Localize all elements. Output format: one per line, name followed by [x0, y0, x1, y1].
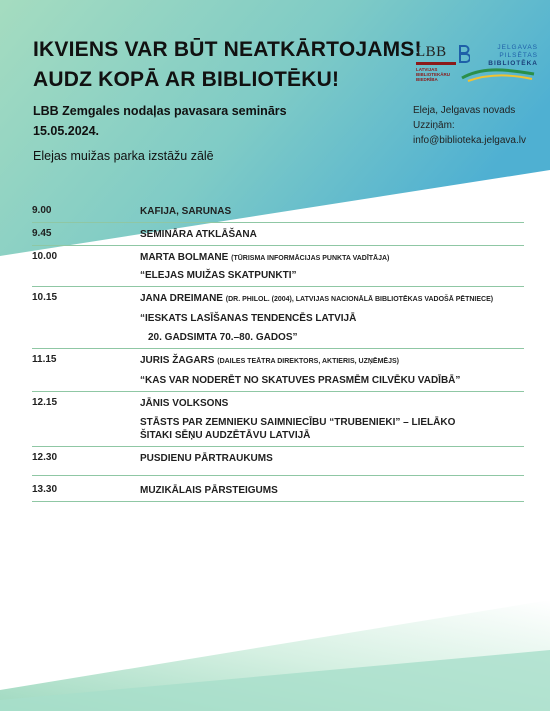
- program-row: [32, 447, 524, 476]
- lbb-logo-bar: [416, 62, 456, 65]
- seminar-title: LBB Zemgales nodaļas pavasara seminārs: [33, 104, 287, 118]
- headline-line-2: AUDZ KOPĀ AR BIBLIOTĒKU!: [33, 68, 340, 91]
- program-row: [32, 200, 524, 223]
- speaker-name: MARTA BOLMANE: [140, 252, 229, 263]
- program-title: MUZIKĀLAIS PĀRSTEIGUMS: [140, 485, 278, 496]
- jelgava-b-mark-icon: [458, 44, 470, 66]
- program-row: [32, 349, 524, 392]
- jelgava-wave-icon: [460, 68, 536, 82]
- program-time: 13.30: [32, 484, 58, 495]
- talk-title: “ELEJAS MUIŽAS SKATPUNKTI”: [140, 270, 297, 281]
- program-time: 10.15: [32, 292, 58, 303]
- speaker-name: JURIS ŽAGARS: [140, 355, 215, 366]
- contact-inquiry-label: Uzziņām:: [413, 120, 455, 131]
- talk-title-line-2: ŠITAKI SĒŅU AUDZĒTĀVU LATVIJĀ: [140, 430, 311, 441]
- lbb-logo-name-1: LATVIJAS: [416, 67, 438, 72]
- program-title: PUSDIENU PĀRTRAUKUMS: [140, 453, 273, 464]
- talk-title-line-1: “IESKATS LASĪŠANAS TENDENCĒS LATVIJĀ: [140, 313, 357, 324]
- speaker-role: (DAILES TEĀTRA DIREKTORS, AKTIERIS, UZŅĒMĒJS): [217, 358, 399, 365]
- jelgava-library-logo: [458, 44, 538, 84]
- speaker-role: (TŪRISMA INFORMĀCIJAS PUNKTA VADĪTĀJA): [231, 255, 390, 262]
- headline-line-1: IKVIENS VAR BŪT NEATKĀRTOJAMS!: [33, 38, 422, 61]
- program-row: [32, 476, 524, 502]
- jelgava-logo-line-3: BIBLIOTĒKA: [488, 60, 538, 67]
- lbb-logo-name-2: BIBLIOTEKĀRU: [416, 72, 450, 77]
- talk-title-line-2: 20. GADSIMTA 70.–80. GADOS”: [148, 332, 298, 343]
- program-row: [32, 392, 524, 447]
- program-row: [32, 223, 524, 246]
- event-date: 15.05.2024.: [33, 124, 100, 138]
- program-title: SEMINĀRA ATKLĀŠANA: [140, 229, 257, 240]
- program-time: 11.15: [32, 354, 57, 365]
- talk-title-line-1: STĀSTS PAR ZEMNIEKU SAIMNIECĪBU “TRUBENIEKI” – LIELĀKO: [140, 417, 456, 428]
- speaker-name: JĀNIS VOLKSONS: [140, 398, 229, 409]
- contact-email-link[interactable]: info@biblioteka.jelgava.lv: [413, 135, 526, 146]
- event-venue: Elejas muižas parka izstāžu zālē: [33, 149, 214, 163]
- contact-location: Eleja, Jelgavas novads: [413, 105, 516, 116]
- program-row: [32, 287, 524, 349]
- contact-block: [413, 103, 526, 148]
- lbb-logo-abbrev: LBB: [416, 44, 447, 60]
- lbb-logo: [416, 44, 456, 82]
- lbb-logo-name-3: BIEDRĪBA: [416, 77, 438, 82]
- program-row: [32, 246, 524, 287]
- program-time: 12.30: [32, 452, 58, 463]
- jelgava-logo-line-2: PILSĒTAS: [499, 52, 538, 59]
- program-time: 9.45: [32, 228, 52, 239]
- speaker-role: (DR. PHILOL. (2004), LATVIJAS NACIONĀLĀ BIBLIOTĒKAS VADOŠĀ PĒTNIECE): [225, 296, 494, 303]
- program-time: 12.15: [32, 397, 58, 408]
- speaker-name: JANA DREIMANE: [140, 293, 223, 304]
- program-time: 10.00: [32, 251, 58, 262]
- program-title: KAFIJA, SARUNAS: [140, 206, 232, 217]
- program-list: [32, 200, 524, 502]
- jelgava-logo-line-1: JELGAVAS: [497, 44, 538, 51]
- talk-title: “KAS VAR NODERĒT NO SKATUVES PRASMĒM CILVĒKU VADĪBĀ”: [140, 375, 461, 386]
- program-time: 9.00: [32, 205, 52, 216]
